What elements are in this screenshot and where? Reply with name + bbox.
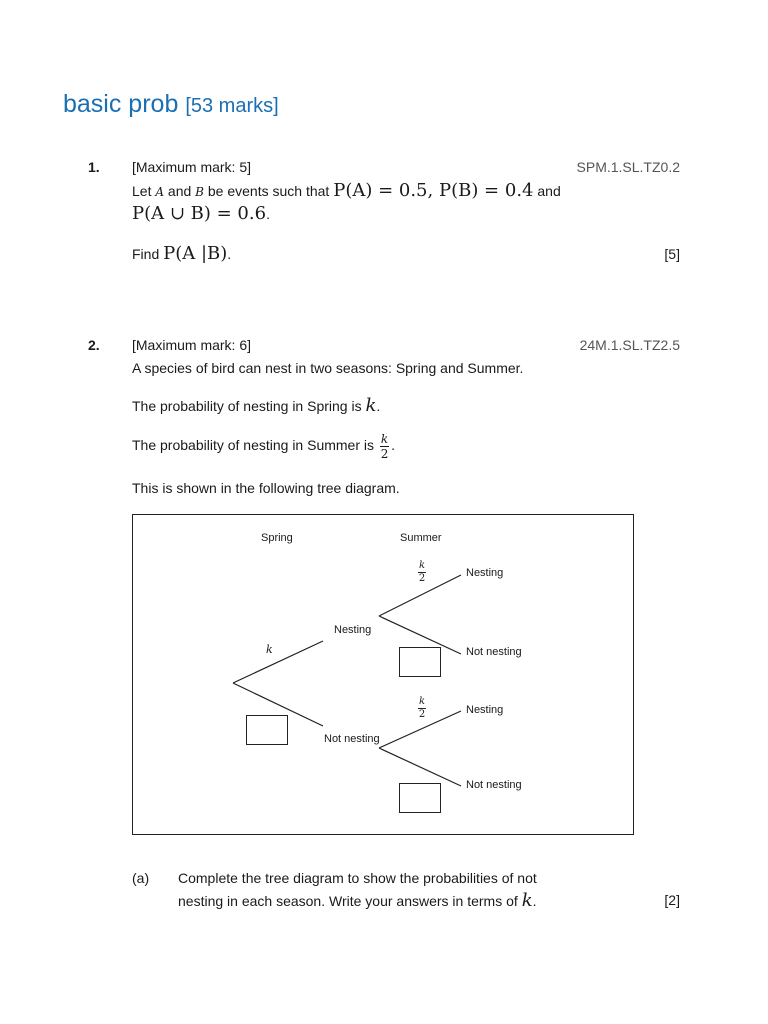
q1-text-and: and bbox=[164, 183, 196, 199]
answer-box-summer-not-nesting-1[interactable] bbox=[399, 647, 441, 677]
question-2-spring bbox=[132, 395, 380, 416]
part-a-line-1: Complete the tree diagram to show the probabilities of not bbox=[178, 870, 537, 886]
summer-fraction-2-den: 2 bbox=[418, 709, 426, 720]
q2-frac-denominator: 2 bbox=[380, 447, 389, 461]
q2-spring-period: . bbox=[376, 398, 381, 414]
node-summer-nesting-2: Nesting bbox=[466, 704, 504, 716]
q1-var-a: A bbox=[155, 185, 165, 199]
part-a-line-2-text: nesting in each season. Write your answers in terms of bbox=[178, 893, 522, 909]
question-1-find bbox=[132, 243, 231, 264]
part-a-line-2 bbox=[178, 890, 537, 911]
column-label-spring: Spring bbox=[261, 532, 293, 544]
title-text: basic prob bbox=[63, 90, 179, 118]
part-a-marks: [2] bbox=[664, 892, 680, 908]
tree-diagram bbox=[132, 514, 634, 835]
q2-summer-period: . bbox=[391, 437, 396, 454]
question-2-reference: 24M.1.SL.TZ2.5 bbox=[579, 337, 680, 353]
question-2-intro: A species of bird can nest in two seasons: Spring and Summer. bbox=[132, 360, 524, 376]
node-summer-nesting-1: Nesting bbox=[466, 567, 504, 579]
q2-summer-text: The probability of nesting in Summer is bbox=[132, 437, 378, 454]
q1-math-union: P(A ∪ B) = 0.6 bbox=[132, 203, 267, 224]
q1-find-period: . bbox=[227, 246, 232, 262]
question-1-reference: SPM.1.SL.TZ0.2 bbox=[576, 159, 680, 175]
tree-branches bbox=[133, 515, 635, 836]
question-1-number: 1. bbox=[88, 159, 100, 175]
q2-frac-numerator: k bbox=[380, 432, 389, 446]
summer-fraction-2 bbox=[418, 697, 426, 720]
page-title bbox=[63, 90, 279, 119]
part-a-var-k: k bbox=[521, 890, 533, 911]
q1-text-let: Let bbox=[132, 183, 156, 199]
answer-box-spring-not-nesting[interactable] bbox=[246, 715, 288, 745]
q1-var-b: B bbox=[195, 185, 204, 199]
summer-fraction-1-den: 2 bbox=[418, 573, 426, 584]
node-summer-not-nesting-1: Not nesting bbox=[466, 646, 522, 658]
summer-fraction-2-num: k bbox=[419, 696, 426, 707]
q2-summer-fraction bbox=[380, 433, 389, 460]
branch-summer-not-nesting-2 bbox=[379, 748, 461, 786]
q1-math-given: P(A) = 0.5, P(B) = 0.4 bbox=[333, 180, 534, 201]
question-2-tree-intro: This is shown in the following tree diagram. bbox=[132, 480, 400, 496]
summer-fraction-1-num: k bbox=[419, 560, 426, 571]
question-1-max-mark: [Maximum mark: 5] bbox=[132, 159, 252, 175]
q1-text-and-2: and bbox=[533, 183, 561, 199]
q1-math-conditional: P(A |B) bbox=[163, 243, 228, 264]
question-1-line-1 bbox=[132, 180, 561, 201]
part-a-label: (a) bbox=[132, 870, 150, 886]
node-spring-not-nesting: Not nesting bbox=[324, 733, 380, 745]
q1-text-such-that: be events such that bbox=[204, 183, 334, 199]
q2-spring-var: k bbox=[365, 395, 377, 416]
node-summer-not-nesting-2: Not nesting bbox=[466, 779, 522, 791]
part-a-period: . bbox=[532, 893, 537, 909]
q1-period: . bbox=[266, 206, 270, 222]
summer-fraction-1 bbox=[418, 561, 426, 584]
question-2-summer bbox=[132, 433, 395, 460]
title-marks: [53 marks] bbox=[185, 95, 279, 117]
node-spring-nesting: Nesting bbox=[334, 624, 372, 636]
q1-find-text: Find bbox=[132, 246, 164, 262]
spring-probability-k: k bbox=[266, 643, 273, 656]
branch-spring-nesting bbox=[233, 641, 323, 683]
question-2-number: 2. bbox=[88, 337, 100, 353]
answer-box-summer-not-nesting-2[interactable] bbox=[399, 783, 441, 813]
question-2-max-mark: [Maximum mark: 6] bbox=[132, 337, 252, 353]
question-1-line-2 bbox=[132, 203, 270, 224]
column-label-summer: Summer bbox=[400, 532, 442, 544]
q2-spring-text: The probability of nesting in Spring is bbox=[132, 398, 366, 414]
question-1-marks: [5] bbox=[664, 246, 680, 262]
